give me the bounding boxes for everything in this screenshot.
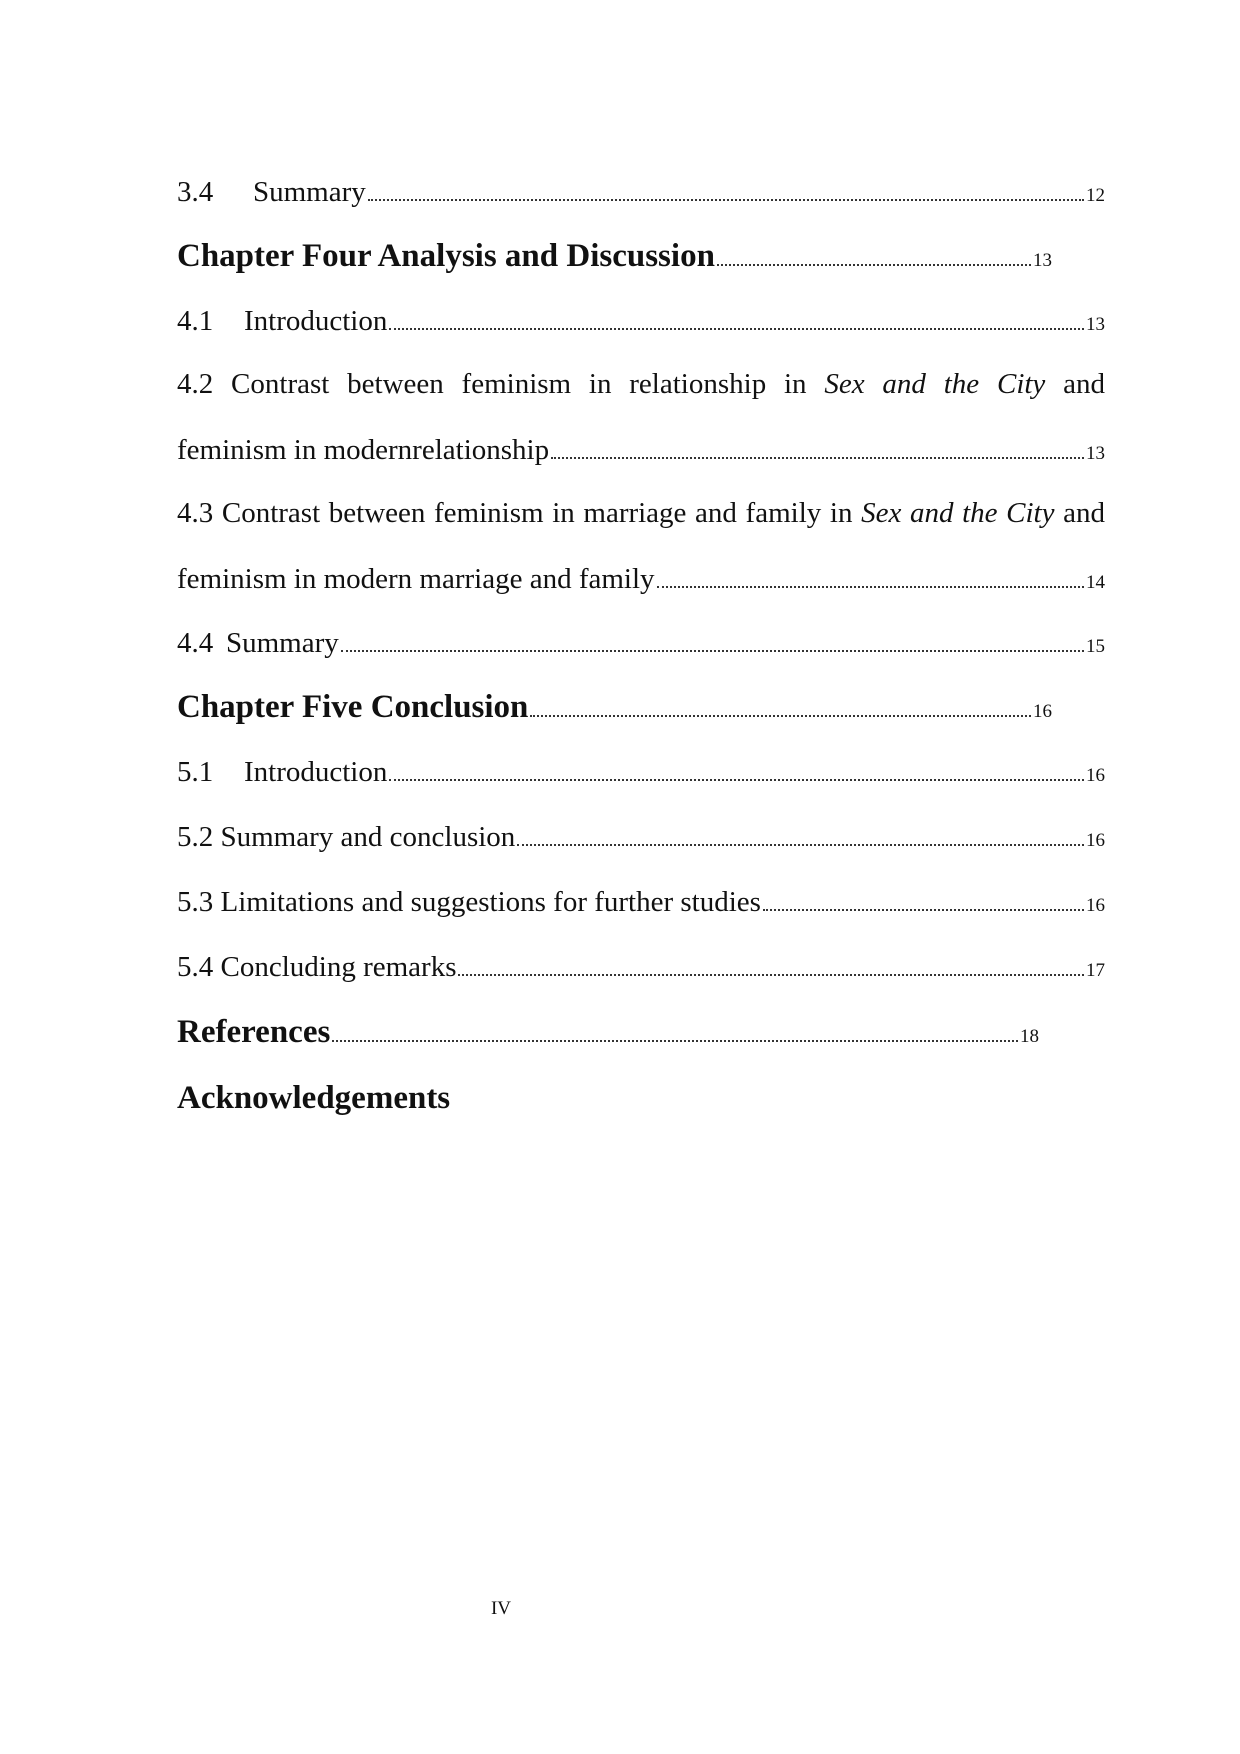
page-number: 16 xyxy=(1033,701,1052,722)
section-number: 3.4 xyxy=(177,176,214,208)
toc-entry-4-1[interactable] xyxy=(177,305,1105,338)
work-title-italic: Sex and the City xyxy=(861,497,1055,529)
toc-entry-4-3[interactable] xyxy=(177,563,1105,596)
toc-entry-4-2-line1[interactable]: 4.2 Contrast between feminism in relationship in Sex and the City and xyxy=(177,368,1105,400)
section-number: 5.1 xyxy=(177,756,214,788)
page-number: 13 xyxy=(1086,314,1105,335)
section-title: 5.3 Limitations and suggestions for further studies xyxy=(177,886,761,918)
section-number: 4.4 xyxy=(177,627,214,659)
dot-leader xyxy=(332,1040,1018,1042)
section-title: Summary xyxy=(253,176,366,208)
page-number: 18 xyxy=(1020,1026,1039,1047)
toc-entry-4-3-line1[interactable]: 4.3 Contrast between feminism in marriage and family in Sex and the City and xyxy=(177,497,1105,529)
dot-leader xyxy=(763,909,1084,911)
toc-entry-5-2[interactable] xyxy=(177,821,1105,854)
page-number: 17 xyxy=(1086,960,1105,981)
toc-entry-4-2[interactable] xyxy=(177,434,1105,467)
section-title: feminism in modernrelationship xyxy=(177,434,550,466)
dot-leader xyxy=(389,779,1084,781)
page-number: 12 xyxy=(1086,185,1105,206)
section-title: Introduction xyxy=(244,756,388,788)
page-number: 16 xyxy=(1086,830,1105,851)
dot-leader xyxy=(458,974,1084,976)
toc-entry-3-4[interactable] xyxy=(177,176,1105,209)
dot-leader xyxy=(368,199,1084,201)
dot-leader xyxy=(657,586,1084,588)
section-title: 5.4 Concluding remarks xyxy=(177,951,457,983)
work-title-italic: Sex and the City xyxy=(824,368,1046,400)
dot-leader xyxy=(517,844,1084,846)
page-folio: IV xyxy=(490,1598,512,1619)
chapter-title: Chapter Four Analysis and Discussion xyxy=(177,238,715,274)
page-number: 15 xyxy=(1086,636,1105,657)
dot-leader xyxy=(389,328,1084,330)
toc-entry-4-4[interactable] xyxy=(177,627,1105,660)
section-title: Introduction xyxy=(244,305,388,337)
section-title: feminism in modern marriage and family xyxy=(177,563,655,595)
toc-entry-acknowledgements[interactable]: Acknowledgements xyxy=(177,1080,451,1116)
page-number: 13 xyxy=(1033,250,1052,271)
dot-leader xyxy=(530,715,1031,717)
toc-entry-chapter-four[interactable] xyxy=(177,238,1052,275)
toc-entry-5-4[interactable] xyxy=(177,951,1105,984)
dot-leader xyxy=(551,457,1084,459)
toc-entry-references[interactable] xyxy=(177,1014,1039,1051)
page-number: 16 xyxy=(1086,765,1105,786)
section-title: 5.2 Summary and conclusion xyxy=(177,821,516,853)
page-number: 14 xyxy=(1086,572,1105,593)
page-number: 13 xyxy=(1086,443,1105,464)
dot-leader xyxy=(341,650,1084,652)
toc-entry-5-1[interactable] xyxy=(177,756,1105,789)
dot-leader xyxy=(717,264,1031,266)
toc-entry-chapter-five[interactable] xyxy=(177,689,1052,726)
chapter-title: Chapter Five Conclusion xyxy=(177,689,529,725)
section-number: 4.1 xyxy=(177,305,214,337)
section-title: Summary xyxy=(226,627,339,659)
page-number: 16 xyxy=(1086,895,1105,916)
chapter-title: References xyxy=(177,1014,331,1050)
toc-entry-5-3[interactable] xyxy=(177,886,1105,919)
